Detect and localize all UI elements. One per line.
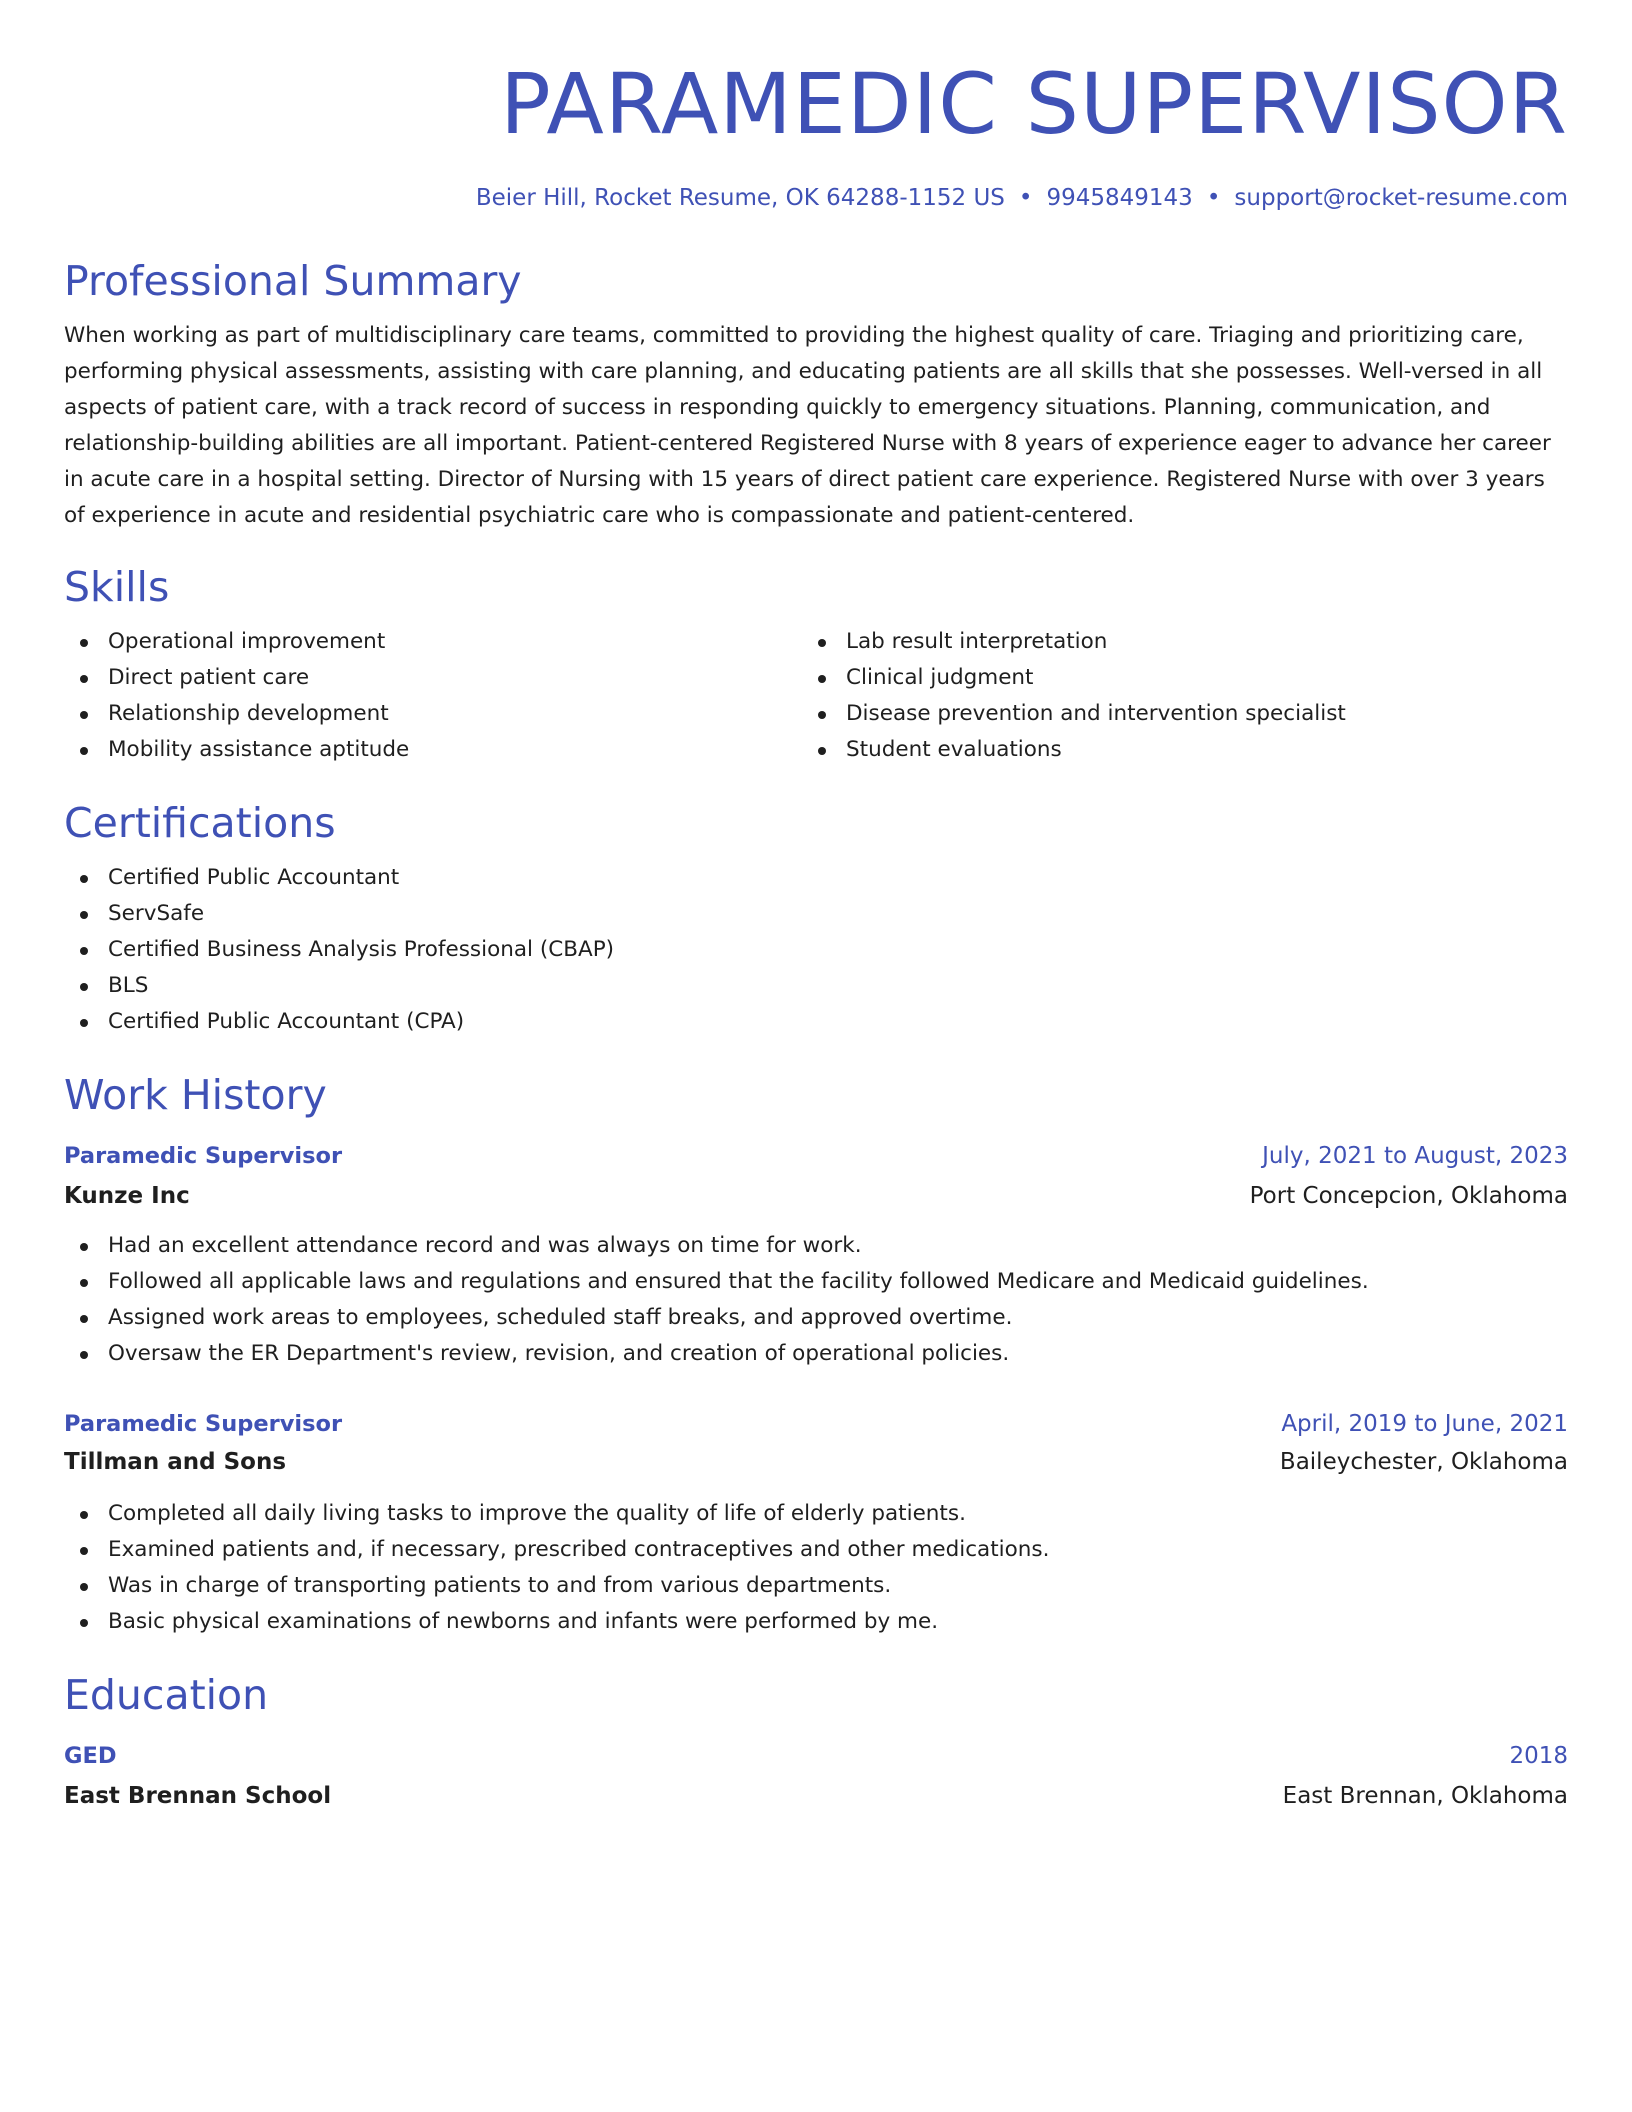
contact-separator: •	[1018, 185, 1033, 211]
job-duty-item: Completed all daily living tasks to improve the quality of life of elderly patients.	[64, 1496, 1568, 1532]
skill-item: Clinical judgment	[802, 660, 1568, 696]
job-duties-list	[64, 1228, 1568, 1372]
certification-item: Certified Business Analysis Professional (CBAP)	[64, 932, 1568, 968]
contact-separator: •	[1206, 185, 1221, 211]
job-duty-item: Examined patients and, if necessary, prescribed contraceptives and other medications.	[64, 1532, 1568, 1568]
summary-text: When working as part of multidisciplinary care teams, committed to providing the highest quality of care. Triaging and prioritizing care, performing physical assessments, assisting with care planning, and educating patients are all skills that she possesses. Well-versed in all aspects of patient care, with a track record of success in responding quickly to emergency situations. Planning, communication, and relationship-building abilities are all important. Patient-centered Registered Nurse with 8 years of experience eager to advance her career in acute care in a hospital setting. Director of Nursing with 15 years of direct patient care experience. Registered Nurse with over 3 years of experience in acute and residential psychiatric care who is compassionate and patient-centered.	[64, 323, 1551, 528]
job-header-row	[64, 1138, 1568, 1174]
contact-email[interactable]: support@rocket-resume.com	[1234, 185, 1568, 211]
summary-heading: Professional Summary	[64, 257, 522, 305]
skills-column-left	[64, 624, 802, 768]
skills-column-right	[802, 624, 1568, 768]
job-dates: April, 2019 to June, 2021	[1281, 1411, 1568, 1437]
job-company: Tillman and Sons	[64, 1449, 287, 1475]
education-header-row	[64, 1738, 1568, 1774]
skill-item: Mobility assistance aptitude	[64, 732, 802, 768]
certifications-heading: Certifications	[64, 799, 336, 847]
skill-item: Lab result interpretation	[802, 624, 1568, 660]
education-heading: Education	[64, 1671, 269, 1719]
job-duty-item: Basic physical examinations of newborns and infants were performed by me.	[64, 1604, 1568, 1640]
education-location: East Brennan, Oklahoma	[1282, 1783, 1568, 1809]
contact-phone[interactable]: 9945849143	[1046, 185, 1193, 211]
job-entry	[64, 1406, 1568, 1640]
education-degree: GED	[64, 1743, 117, 1769]
skill-item: Student evaluations	[802, 732, 1568, 768]
job-duty-item: Had an excellent attendance record and was always on time for work.	[64, 1228, 1568, 1264]
contact-address: Beier Hill, Rocket Resume, OK 64288-1152 US	[475, 185, 1005, 211]
job-title: Paramedic Supervisor	[64, 1143, 343, 1169]
certification-item: Certified Public Accountant	[64, 860, 1568, 896]
resume-title: PARAMEDIC SUPERVISOR	[500, 55, 1568, 153]
job-company: Kunze Inc	[64, 1183, 190, 1209]
contact-line	[64, 182, 1568, 214]
education-entry	[64, 1738, 1568, 1814]
skill-item: Operational improvement	[64, 624, 802, 660]
job-entry	[64, 1138, 1568, 1372]
certification-item: ServSafe	[64, 896, 1568, 932]
job-company-row	[64, 1178, 1568, 1214]
job-duty-item: Was in charge of transporting patients to and from various departments.	[64, 1568, 1568, 1604]
job-header-row	[64, 1406, 1568, 1442]
job-duty-item: Followed all applicable laws and regulations and ensured that the facility followed Medicare and Medicaid guidelines.	[64, 1264, 1568, 1300]
education-year: 2018	[1509, 1743, 1568, 1769]
job-location: Baileychester, Oklahoma	[1279, 1449, 1568, 1475]
job-dates: July, 2021 to August, 2023	[1262, 1143, 1568, 1169]
skill-item: Disease prevention and intervention specialist	[802, 696, 1568, 732]
job-duties-list	[64, 1496, 1568, 1640]
certifications-list	[64, 860, 1568, 1040]
skills-list	[64, 624, 1568, 768]
work-history-heading: Work History	[64, 1071, 327, 1119]
skills-heading: Skills	[64, 563, 170, 611]
education-school: East Brennan School	[64, 1783, 332, 1809]
certification-item: Certified Public Accountant (CPA)	[64, 1004, 1568, 1040]
skill-item: Direct patient care	[64, 660, 802, 696]
education-school-row	[64, 1778, 1568, 1814]
job-company-row	[64, 1444, 1568, 1480]
job-duty-item: Assigned work areas to employees, scheduled staff breaks, and approved overtime.	[64, 1300, 1568, 1336]
certification-item: BLS	[64, 968, 1568, 1004]
skill-item: Relationship development	[64, 696, 802, 732]
job-duty-item: Oversaw the ER Department's review, revision, and creation of operational policies.	[64, 1336, 1568, 1372]
job-location: Port Concepcion, Oklahoma	[1249, 1183, 1568, 1209]
job-title: Paramedic Supervisor	[64, 1411, 343, 1437]
